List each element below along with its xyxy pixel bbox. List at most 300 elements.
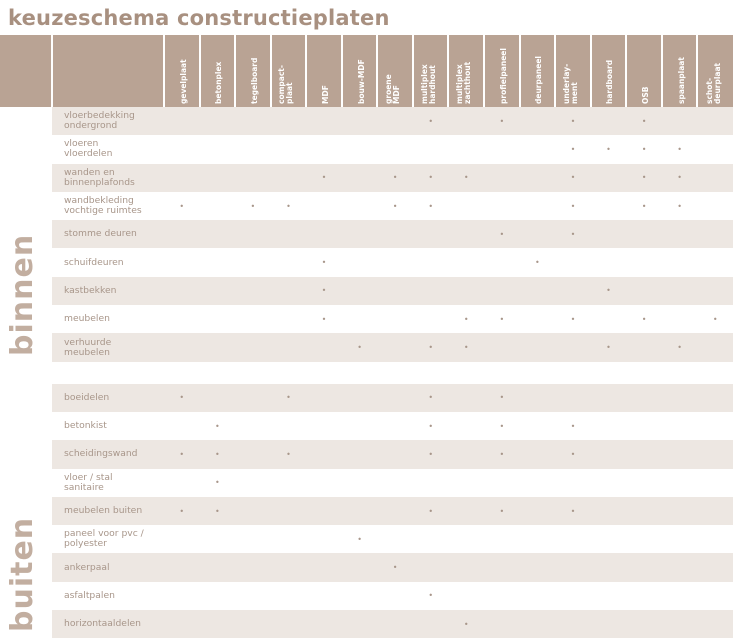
column-header	[697, 35, 733, 107]
mark-cell	[626, 220, 662, 248]
mark-cell	[626, 248, 662, 276]
mark-cell	[235, 610, 271, 638]
mark-cell	[591, 610, 627, 638]
mark-cell: •	[484, 497, 520, 525]
column-header	[555, 35, 591, 107]
mark-cell	[662, 305, 698, 333]
mark-cell	[377, 610, 413, 638]
mark-cell: •	[499, 314, 505, 324]
mark-cell	[413, 469, 449, 497]
mark-cell	[448, 192, 484, 220]
mark-cell: •	[484, 107, 520, 135]
mark-cell: •	[413, 333, 449, 361]
mark-cell	[484, 525, 520, 553]
mark-cell	[306, 333, 342, 361]
mark-cell: •	[413, 497, 449, 525]
mark-cell	[413, 610, 449, 638]
mark-cell	[662, 440, 698, 468]
mark-cell	[271, 220, 307, 248]
mark-cell	[413, 525, 449, 553]
mark-cell	[520, 497, 556, 525]
mark-cell	[377, 135, 413, 163]
mark-cell	[413, 220, 449, 248]
mark-cell	[591, 384, 627, 412]
mark-cell	[484, 192, 520, 220]
mark-cell	[306, 412, 342, 440]
row-label: vloerbedekking ondergrond	[52, 107, 164, 135]
mark-cell	[342, 277, 378, 305]
column-header-label: multiplex zachthout	[455, 61, 473, 104]
row-label: horizontaaldelen	[52, 610, 164, 638]
mark-cell	[697, 248, 733, 276]
mark-cell: •	[555, 164, 591, 192]
mark-cell: •	[570, 201, 576, 211]
mark-cell: •	[570, 144, 576, 154]
mark-cell	[200, 610, 236, 638]
choice-table	[0, 35, 733, 638]
mark-cell	[271, 412, 307, 440]
mark-cell	[591, 497, 627, 525]
mark-cell	[555, 384, 591, 412]
mark-cell: •	[448, 333, 484, 361]
mark-cell: •	[377, 553, 413, 581]
mark-cell: •	[535, 258, 540, 268]
mark-cell	[342, 497, 378, 525]
mark-cell	[448, 135, 484, 163]
mark-cell: •	[641, 314, 647, 324]
row-label: boeidelen	[52, 384, 164, 412]
mark-cell	[235, 277, 271, 305]
table-row	[0, 107, 733, 135]
mark-cell	[342, 610, 378, 638]
mark-cell: •	[392, 201, 398, 211]
table-row	[0, 525, 733, 553]
mark-cell	[591, 412, 627, 440]
mark-cell	[377, 333, 413, 361]
column-header	[591, 35, 627, 107]
mark-cell	[306, 469, 342, 497]
column-header	[520, 35, 556, 107]
mark-cell: •	[626, 107, 662, 135]
mark-cell	[342, 305, 378, 333]
mark-cell	[626, 277, 662, 305]
column-header	[377, 35, 413, 107]
mark-cell	[520, 525, 556, 553]
mark-cell	[377, 220, 413, 248]
mark-cell	[662, 553, 698, 581]
mark-cell: •	[555, 107, 591, 135]
mark-cell	[520, 305, 556, 333]
mark-cell	[520, 384, 556, 412]
mark-cell	[164, 305, 200, 333]
section-label: binnen	[5, 233, 40, 356]
mark-cell	[555, 248, 591, 276]
mark-cell	[271, 164, 307, 192]
mark-cell	[306, 553, 342, 581]
table-row	[0, 440, 733, 468]
mark-cell	[697, 525, 733, 553]
mark-cell	[520, 440, 556, 468]
mark-cell	[377, 497, 413, 525]
mark-cell	[164, 107, 200, 135]
mark-cell: •	[570, 421, 576, 431]
mark-cell	[200, 553, 236, 581]
mark-cell	[164, 220, 200, 248]
mark-cell	[164, 582, 200, 610]
mark-cell	[235, 497, 271, 525]
column-header	[626, 35, 662, 107]
mark-cell: •	[463, 314, 469, 324]
section-label-cell	[0, 107, 52, 362]
column-header-label: betonplex	[214, 61, 224, 104]
mark-cell	[448, 440, 484, 468]
mark-cell: •	[662, 333, 698, 361]
mark-cell: •	[342, 333, 378, 361]
mark-cell: •	[200, 440, 236, 468]
row-label: meubelen	[64, 313, 110, 325]
mark-cell	[626, 525, 662, 553]
row-label: schuifdeuren	[64, 256, 124, 268]
mark-cell: •	[377, 164, 413, 192]
mark-cell	[342, 107, 378, 135]
mark-cell: •	[413, 384, 449, 412]
mark-cell	[662, 384, 698, 412]
mark-cell	[697, 164, 733, 192]
mark-cell	[342, 248, 378, 276]
mark-cell	[591, 582, 627, 610]
mark-cell	[235, 220, 271, 248]
column-header-label: gevelplaat	[178, 59, 188, 104]
header-blank-side	[0, 35, 52, 107]
mark-cell	[697, 412, 733, 440]
mark-cell: •	[413, 440, 449, 468]
mark-cell	[484, 164, 520, 192]
mark-cell: •	[606, 144, 611, 154]
mark-cell	[484, 610, 520, 638]
mark-cell	[271, 107, 307, 135]
mark-cell	[591, 164, 627, 192]
row-label: stomme deuren	[52, 220, 164, 248]
mark-cell: •	[626, 164, 662, 192]
mark-cell	[235, 525, 271, 553]
mark-cell	[662, 107, 698, 135]
mark-cell	[271, 469, 307, 497]
mark-cell	[697, 553, 733, 581]
table-row	[0, 384, 733, 412]
mark-cell	[271, 582, 307, 610]
mark-cell: •	[555, 220, 591, 248]
mark-cell: •	[484, 440, 520, 468]
mark-cell: •	[214, 421, 220, 431]
mark-cell	[235, 333, 271, 361]
mark-cell: •	[413, 107, 449, 135]
mark-cell	[377, 469, 413, 497]
mark-cell	[697, 220, 733, 248]
mark-cell: •	[591, 333, 627, 361]
mark-cell	[377, 107, 413, 135]
mark-cell	[200, 248, 236, 276]
mark-cell	[271, 610, 307, 638]
mark-cell	[626, 412, 662, 440]
table-row	[0, 412, 733, 440]
mark-cell	[342, 192, 378, 220]
mark-cell	[164, 469, 200, 497]
mark-cell	[448, 553, 484, 581]
mark-cell: •	[428, 591, 434, 601]
section-label-cell	[0, 384, 52, 639]
mark-cell	[520, 192, 556, 220]
mark-cell	[697, 469, 733, 497]
mark-cell	[377, 525, 413, 553]
mark-cell	[591, 525, 627, 553]
mark-cell	[235, 305, 271, 333]
mark-cell	[662, 248, 698, 276]
mark-cell: •	[179, 201, 185, 211]
mark-cell	[342, 384, 378, 412]
mark-cell: •	[357, 534, 362, 544]
table-row	[0, 192, 733, 220]
mark-cell	[555, 610, 591, 638]
mark-cell	[164, 412, 200, 440]
mark-cell	[164, 277, 200, 305]
mark-cell	[626, 333, 662, 361]
mark-cell	[306, 220, 342, 248]
mark-cell	[342, 469, 378, 497]
table-body	[0, 107, 733, 638]
mark-cell	[555, 469, 591, 497]
mark-cell	[626, 440, 662, 468]
mark-cell	[626, 610, 662, 638]
mark-cell	[697, 440, 733, 468]
mark-cell	[484, 333, 520, 361]
header-row	[0, 35, 733, 107]
mark-cell	[484, 248, 520, 276]
mark-cell	[591, 469, 627, 497]
mark-cell	[448, 497, 484, 525]
column-header-label: spaanplaat	[676, 57, 686, 104]
mark-cell	[200, 135, 236, 163]
mark-cell	[697, 610, 733, 638]
mark-cell	[413, 135, 449, 163]
mark-cell	[235, 107, 271, 135]
mark-cell: •	[662, 164, 698, 192]
mark-cell	[626, 497, 662, 525]
column-header-label: bouw-MDF	[356, 59, 366, 104]
mark-cell	[306, 610, 342, 638]
mark-cell	[306, 440, 342, 468]
column-header-label: profielpaneel	[498, 48, 508, 104]
mark-cell: •	[164, 440, 200, 468]
table-row	[0, 164, 733, 192]
mark-cell	[200, 333, 236, 361]
mark-cell	[662, 610, 698, 638]
mark-cell	[520, 333, 556, 361]
mark-cell	[591, 220, 627, 248]
mark-cell: •	[484, 384, 520, 412]
mark-cell	[342, 220, 378, 248]
row-label: ankerpaal	[52, 553, 164, 581]
mark-cell	[484, 277, 520, 305]
header-blank-label	[52, 35, 164, 107]
mark-cell	[448, 248, 484, 276]
mark-cell	[377, 384, 413, 412]
mark-cell	[271, 525, 307, 553]
mark-cell	[164, 525, 200, 553]
mark-cell	[235, 164, 271, 192]
mark-cell	[342, 582, 378, 610]
mark-cell: •	[677, 144, 682, 154]
mark-cell: •	[677, 201, 682, 211]
mark-cell	[662, 220, 698, 248]
mark-cell	[591, 192, 627, 220]
mark-cell	[697, 192, 733, 220]
row-label: vloeren vloerdelen	[64, 138, 113, 160]
row-label: scheidingswand	[52, 440, 164, 468]
mark-cell	[520, 135, 556, 163]
mark-cell: •	[306, 164, 342, 192]
mark-cell	[200, 305, 236, 333]
mark-cell	[271, 248, 307, 276]
mark-cell	[448, 384, 484, 412]
section-gap	[0, 362, 733, 384]
mark-cell	[626, 582, 662, 610]
mark-cell	[697, 135, 733, 163]
mark-cell	[448, 582, 484, 610]
column-header-label: groene MDF	[384, 74, 402, 104]
mark-cell	[448, 412, 484, 440]
mark-cell	[342, 135, 378, 163]
row-label: wanden en binnenplafonds	[52, 164, 164, 192]
row-label: asfaltpalen	[64, 589, 115, 601]
mark-cell	[306, 384, 342, 412]
column-header	[413, 35, 449, 107]
mark-cell	[377, 248, 413, 276]
mark-cell	[591, 107, 627, 135]
mark-cell	[484, 469, 520, 497]
column-header	[200, 35, 236, 107]
mark-cell	[164, 333, 200, 361]
mark-cell	[555, 582, 591, 610]
column-header-label: OSB	[641, 86, 651, 104]
mark-cell: •	[413, 164, 449, 192]
mark-cell	[306, 497, 342, 525]
mark-cell	[377, 277, 413, 305]
column-header-label: multiplex hardhout	[419, 64, 437, 104]
column-header	[484, 35, 520, 107]
mark-cell	[377, 440, 413, 468]
mark-cell	[342, 164, 378, 192]
mark-cell	[271, 497, 307, 525]
mark-cell	[235, 469, 271, 497]
mark-cell	[306, 107, 342, 135]
table-row	[0, 220, 733, 248]
mark-cell	[235, 440, 271, 468]
mark-cell	[306, 135, 342, 163]
mark-cell	[448, 220, 484, 248]
mark-cell: •	[499, 421, 505, 431]
mark-cell	[520, 220, 556, 248]
mark-cell	[520, 277, 556, 305]
mark-cell	[520, 412, 556, 440]
mark-cell	[626, 553, 662, 581]
mark-cell	[697, 107, 733, 135]
mark-cell: •	[286, 201, 291, 211]
mark-cell	[306, 582, 342, 610]
mark-cell	[164, 248, 200, 276]
mark-cell	[662, 277, 698, 305]
mark-cell	[697, 582, 733, 610]
mark-cell	[235, 248, 271, 276]
mark-cell	[271, 333, 307, 361]
column-header-label: MDF	[320, 85, 330, 104]
mark-cell	[342, 412, 378, 440]
mark-cell	[271, 277, 307, 305]
mark-cell: •	[555, 497, 591, 525]
mark-cell	[200, 384, 236, 412]
mark-cell	[520, 107, 556, 135]
mark-cell: •	[428, 201, 434, 211]
mark-cell	[377, 582, 413, 610]
mark-cell	[555, 277, 591, 305]
mark-cell	[520, 610, 556, 638]
mark-cell: •	[321, 258, 327, 268]
row-label: kastbekken	[52, 277, 164, 305]
row-label: wandbekleding vochtige ruimtes	[64, 195, 142, 217]
table-row	[0, 469, 733, 497]
table-row	[0, 333, 733, 361]
page-title: keuzeschema constructieplaten	[8, 6, 390, 30]
mark-cell: •	[591, 277, 627, 305]
mark-cell	[555, 553, 591, 581]
table-row	[0, 553, 733, 581]
section-gap-cell	[0, 362, 733, 384]
mark-cell	[555, 333, 591, 361]
mark-cell	[413, 248, 449, 276]
column-header	[235, 35, 271, 107]
table-row	[0, 248, 733, 276]
mark-cell	[200, 220, 236, 248]
mark-cell: •	[164, 497, 200, 525]
mark-cell	[164, 164, 200, 192]
mark-cell	[235, 582, 271, 610]
mark-cell	[306, 192, 342, 220]
mark-cell	[164, 610, 200, 638]
mark-cell	[448, 107, 484, 135]
column-header	[271, 35, 307, 107]
mark-cell	[697, 384, 733, 412]
mark-cell	[591, 440, 627, 468]
mark-cell	[200, 582, 236, 610]
column-header	[448, 35, 484, 107]
mark-cell	[413, 277, 449, 305]
mark-cell	[697, 333, 733, 361]
table-row	[0, 497, 733, 525]
mark-cell: •	[570, 314, 576, 324]
row-label: verhuurde meubelen	[52, 333, 164, 361]
mark-cell	[591, 305, 627, 333]
mark-cell	[271, 305, 307, 333]
mark-cell: •	[448, 164, 484, 192]
mark-cell	[377, 412, 413, 440]
mark-cell: •	[448, 610, 484, 638]
mark-cell	[626, 384, 662, 412]
mark-cell: •	[641, 144, 647, 154]
mark-cell	[342, 553, 378, 581]
mark-cell	[377, 305, 413, 333]
mark-cell	[235, 384, 271, 412]
mark-cell	[484, 553, 520, 581]
mark-cell	[697, 277, 733, 305]
